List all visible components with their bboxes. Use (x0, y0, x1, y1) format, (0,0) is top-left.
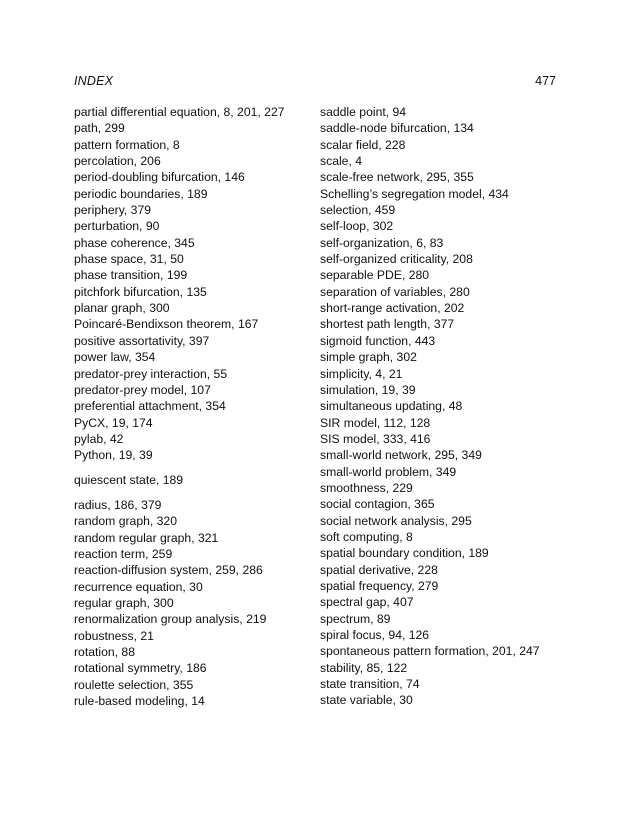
index-entry: random graph, 320 (74, 514, 177, 529)
index-entry: rotation, 88 (74, 645, 135, 659)
index-entry: roulette selection, 355 (74, 677, 194, 692)
index-entry: spectrum, 89 (320, 611, 391, 626)
index-entry: spatial frequency, 279 (320, 578, 439, 593)
index-entry: random regular graph, 321 (74, 530, 219, 545)
index-entry: planar graph, 300 (74, 301, 170, 316)
index-entry: selection, 459 (320, 203, 396, 218)
index-entry: predator-prey model, 107 (74, 382, 211, 397)
index-entry: spiral focus, 94, 126 (320, 628, 430, 642)
page-header (74, 74, 556, 92)
index-entry: smoothness, 229 (320, 480, 413, 495)
index-entry: recurrence equation, 30 (74, 579, 203, 594)
index-entry: robustness, 21 (74, 628, 154, 643)
index-entry: pitchfork bifurcation, 135 (74, 284, 207, 299)
index-entry: stability, 85, 122 (320, 660, 408, 675)
index-entry: percolation, 206 (74, 154, 161, 169)
index-entry: simulation, 19, 39 (320, 382, 416, 397)
index-entry: phase coherence, 345 (74, 235, 195, 250)
index-entry: regular graph, 300 (74, 595, 174, 610)
index-entry: scale, 4 (320, 154, 363, 169)
index-entry: scalar field, 228 (320, 137, 406, 152)
index-column-right (320, 104, 560, 709)
index-entry: rule-based modeling, 14 (74, 694, 205, 709)
index-entry: preferential attachment, 354 (74, 399, 226, 414)
index-entry: sigmoid function, 443 (320, 333, 436, 348)
index-entry: separation of variables, 280 (320, 284, 470, 299)
index-entry: Poincaré-Bendixson theorem, 167 (74, 317, 259, 332)
index-entry: state variable, 30 (320, 693, 413, 708)
index-entry: periodic boundaries, 189 (74, 186, 208, 201)
index-entry: shortest path length, 377 (320, 317, 455, 332)
index-entry: short-range activation, 202 (320, 301, 465, 316)
index-entry: self-organization, 6, 83 (320, 235, 444, 250)
page-number: 477 (535, 74, 556, 88)
index-entry: partial differential equation, 8, 201, 227 (74, 105, 285, 119)
index-entry: PyCX, 19, 174 (74, 415, 153, 430)
index-entry: period-doubling bifurcation, 146 (74, 170, 245, 185)
index-entry: self-loop, 302 (320, 219, 394, 234)
index-entry: SIS model, 333, 416 (320, 431, 431, 446)
index-entry: path, 299 (74, 121, 125, 136)
index-entry: spontaneous pattern formation, 201, 247 (320, 644, 540, 659)
running-head-title: INDEX (74, 74, 114, 88)
index-entry: rotational symmetry, 186 (74, 661, 207, 676)
index-entry: predator-prey interaction, 55 (74, 366, 228, 381)
index-entry: Python, 19, 39 (74, 448, 153, 463)
index-entry: social contagion, 365 (320, 497, 435, 512)
letter-group-gap (74, 488, 314, 497)
index-entry: quiescent state, 189 (74, 473, 184, 488)
index-entry: reaction-diffusion system, 259, 286 (74, 563, 263, 578)
index-entry: simplicity, 4, 21 (320, 366, 403, 381)
index-entry: phase transition, 199 (74, 268, 188, 283)
index-entry: radius, 186, 379 (74, 497, 162, 512)
index-entry: small-world network, 295, 349 (320, 448, 482, 463)
index-entry: simple graph, 302 (320, 350, 417, 365)
index-entry: soft computing, 8 (320, 529, 413, 544)
index-entry: phase space, 31, 50 (74, 252, 184, 267)
index-entry: simultaneous updating, 48 (320, 399, 463, 414)
index-entry: spatial boundary condition, 189 (320, 546, 489, 561)
letter-group-gap (74, 464, 314, 473)
index-entry: Schelling’s segregation model, 434 (320, 186, 509, 201)
index-entry: renormalization group analysis, 219 (74, 612, 267, 627)
index-entry: saddle point, 94 (320, 105, 407, 119)
index-entry: positive assortativity, 397 (74, 333, 210, 348)
index-entry: self-organized criticality, 208 (320, 252, 473, 267)
index-entry: spectral gap, 407 (320, 595, 414, 610)
index-entry: state transition, 74 (320, 677, 420, 692)
index-entry: SIR model, 112, 128 (320, 415, 431, 430)
index-entry: pylab, 42 (74, 431, 124, 446)
index-entry: periphery, 379 (74, 203, 152, 218)
index-entry: power law, 354 (74, 350, 156, 365)
index-entry: perturbation, 90 (74, 219, 160, 234)
index-entry: reaction term, 259 (74, 546, 173, 561)
index-entry: scale-free network, 295, 355 (320, 170, 474, 185)
index-entry: separable PDE, 280 (320, 268, 430, 283)
index-entry: small-world problem, 349 (320, 464, 457, 479)
index-entry: saddle-node bifurcation, 134 (320, 121, 474, 136)
index-entry: spatial derivative, 228 (320, 562, 438, 577)
index-entry: pattern formation, 8 (74, 137, 180, 152)
index-column-left (74, 104, 314, 709)
index-entry: social network analysis, 295 (320, 513, 472, 528)
